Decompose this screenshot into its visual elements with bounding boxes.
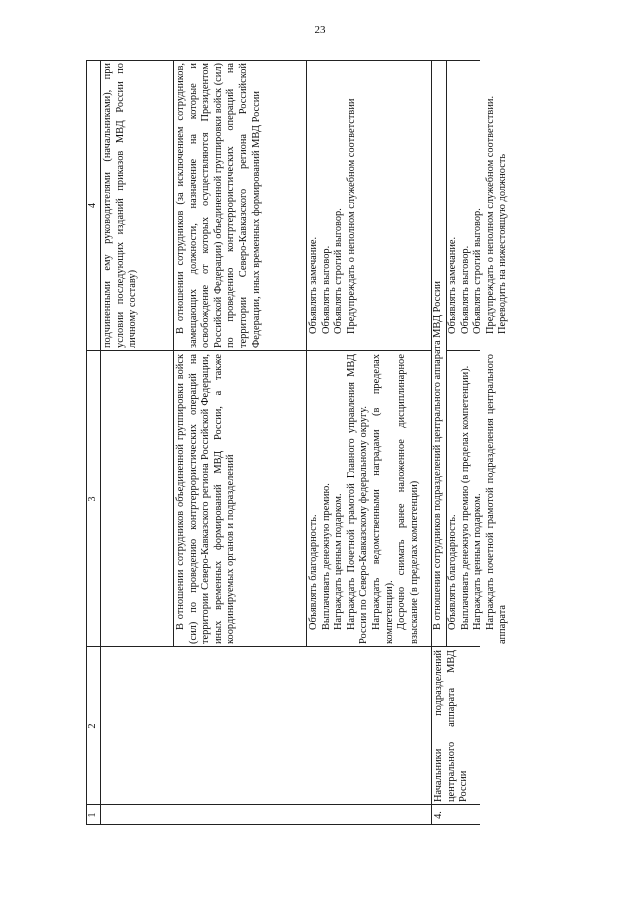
header-col-4: 4 (87, 203, 98, 208)
list-item: Объявлять строгий выговор. (333, 208, 345, 334)
list-item: Награждать ведомственными наградами (в пределах компетенции). (370, 354, 395, 644)
column-divider (86, 350, 432, 351)
header-divider (100, 60, 101, 825)
row-c-col3 (307, 351, 431, 647)
row-4-title-text: Начальники подразделений центрального аппарата МВД России (433, 650, 470, 802)
column-divider (86, 804, 480, 805)
list-item: Объявлять выговор. (320, 245, 332, 334)
list-item: Досрочно снимать ранее наложенное дисциплинарное взыскание (в пределах компетенции) (396, 354, 420, 644)
row-4-merged-heading (432, 60, 446, 647)
row-4-number: 4. (433, 811, 444, 819)
header-col-1: 1 (87, 812, 98, 818)
row-a-col4 (101, 60, 173, 351)
list-item: Объявлять строгий выговор. (472, 208, 484, 334)
row-a-col4-text: подчиненными ему руководителями (начальниками), при условии последующих изданий приказов МВД России по личному составу) (102, 63, 139, 348)
list-item: Объявлять выговор. (459, 245, 471, 334)
column-divider (86, 646, 480, 647)
row-c-col4 (307, 60, 431, 351)
list-item: Объявлять замечание. (308, 236, 319, 334)
row-divider (446, 60, 447, 647)
list-item: Награждать почетной грамотой подразделения центрального аппарата (484, 354, 509, 644)
header-col-3: 3 (87, 496, 98, 502)
column-divider (446, 350, 480, 351)
list-item: Объявлять замечание. (447, 236, 458, 334)
table-border-top (86, 60, 87, 825)
disciplinary-powers-table (86, 60, 509, 825)
row-divider (306, 60, 307, 647)
row-b-col4-text: В отношении сотрудников (за исключением сотрудников, замещающих должности, назначение на которые и освобождение от которых осуществляются Президентом Российской Федерации) объединенной группировки войск (сил) по проведению контртеррористических операций на территории Северо-Кавказского региона Российской Федерации, иных временных формирований МВД России (175, 63, 262, 348)
page-number: 23 (314, 24, 326, 36)
list-item: Выплачивать денежную премию (в пределах компетенции). (459, 365, 471, 630)
row-4-title (432, 647, 480, 805)
table-border-left (86, 824, 480, 825)
list-item: Предупреждать о неполном служебном соответствии (345, 98, 357, 334)
list-item: Выплачивать денежную премию. (320, 483, 332, 630)
header-col-2: 2 (87, 723, 98, 729)
list-item: Награждать Почетной грамотой Главного управления МВД России по Северо-Кавказскому федеральному округу. (345, 354, 370, 644)
row-b-col4 (174, 60, 306, 351)
list-item: Объявлять благодарность. (308, 514, 319, 630)
rotated-table-wrapper (86, 60, 509, 825)
row-4-col4 (446, 60, 509, 351)
row-4-col3 (446, 351, 509, 647)
list-item: Переводить на нижестоящую должность (497, 153, 509, 334)
table-border-right (86, 60, 480, 61)
row-divider (173, 60, 174, 647)
list-item: Объявлять благодарность. (447, 514, 458, 630)
row-b-col3-text: В отношении сотрудников объединенной группировки войск (сил) по проведению контртеррористических операций на территории Северо-Кавказского региона Российской Федерации, иных временных формирований МВД России, а также координируемых органов и подразделений (175, 354, 237, 644)
row-divider (431, 60, 432, 825)
list-item: Награждать ценным подарком. (472, 493, 484, 630)
list-item: Предупреждать о неполном служебном соответствии. (484, 95, 496, 334)
list-item: Награждать ценным подарком. (333, 493, 345, 630)
row-4-merged-text: В отношении сотрудников подразделений центрального аппарата МВД России (432, 281, 443, 630)
row-b-col3 (174, 351, 306, 647)
